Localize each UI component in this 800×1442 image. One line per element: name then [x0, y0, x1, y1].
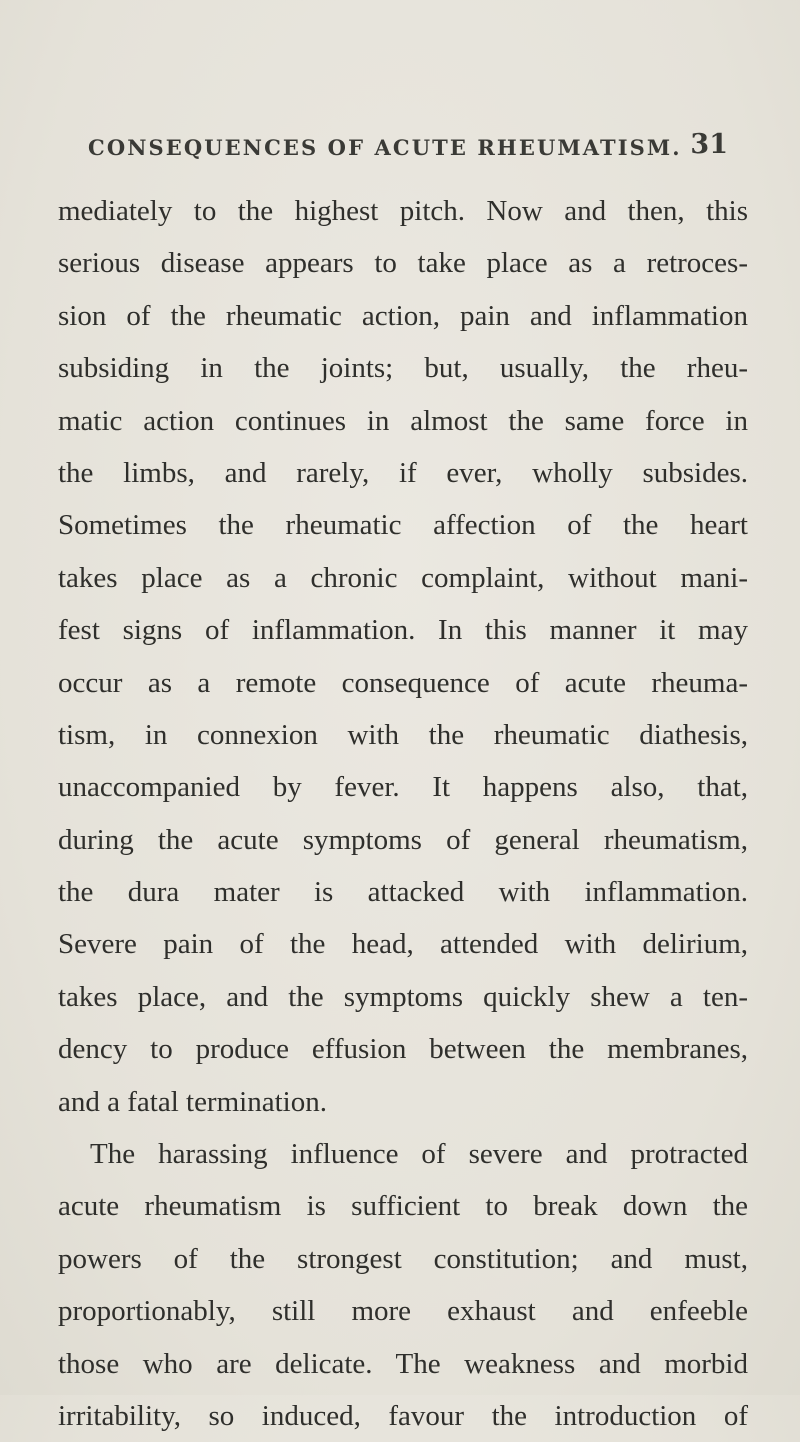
text-line: matic action continues in almost the same force in — [58, 404, 748, 437]
text-line: mediately to the highest pitch. Now and then, this — [58, 195, 748, 227]
text-line: fest signs of inflammation. In this manner it may — [58, 614, 748, 647]
text-line: proportionably, still more exhaust and enfeeble — [58, 1295, 748, 1328]
text-line: irritability, so induced, favour the introduction of — [58, 1399, 748, 1432]
text-line: Sometimes the rheumatic affection of the heart — [58, 509, 748, 542]
page-number: 31 — [690, 129, 728, 160]
text-line: acute rheumatism is sufficient to break down the — [58, 1190, 748, 1223]
text-line: sion of the rheumatic action, pain and inflammation — [58, 299, 748, 332]
text-line: and a fatal termination. — [58, 1085, 327, 1118]
text-line: tism, in connexion with the rheumatic diathesis, — [58, 718, 748, 751]
text-line: subsiding in the joints; but, usually, the rheu- — [58, 352, 748, 385]
text-line: occur as a remote consequence of acute rheuma- — [58, 666, 748, 699]
text-line: those who are delicate. The weakness and morbid — [58, 1347, 748, 1380]
text-line: takes place, and the symptoms quickly shew a ten- — [58, 980, 748, 1013]
running-head-title: CONSEQUENCES OF ACUTE RHEUMATISM. — [88, 135, 682, 160]
body-text — [58, 185, 748, 1442]
text-line: unaccompanied by fever. It happens also, that, — [58, 771, 748, 804]
text-line: Severe pain of the head, attended with delirium, — [58, 928, 748, 961]
text-line: dency to produce effusion between the membranes, — [58, 1033, 748, 1066]
text-line: powers of the strongest constitution; and must, — [58, 1242, 748, 1275]
running-head — [88, 129, 728, 175]
text-line: the limbs, and rarely, if ever, wholly subsides. — [58, 456, 748, 489]
text-line: the dura mater is attacked with inflammation. — [58, 876, 748, 909]
text-line: during the acute symptoms of general rheumatism, — [58, 823, 748, 856]
paragraph — [58, 185, 748, 1128]
text-line: serious disease appears to take place as a retroces- — [58, 247, 748, 280]
text-line: The harassing influence of severe and protracted — [90, 1138, 748, 1171]
text-line: takes place as a chronic complaint, without mani- — [58, 561, 748, 594]
